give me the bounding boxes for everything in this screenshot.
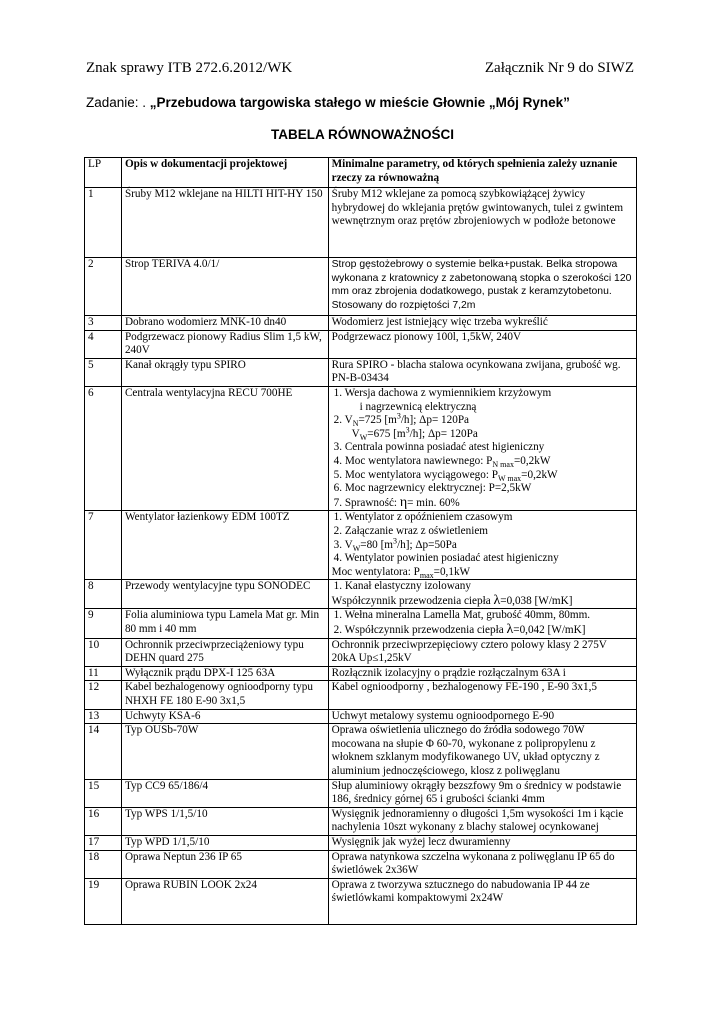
row-lp: 3	[85, 316, 122, 331]
row-parameters: Ochronnik przeciwprzepięciowy cztero polowy klasy 2 275V 20kA Up≤1,25kV	[328, 638, 636, 666]
row-parameters	[328, 386, 636, 510]
row-description: Śruby M12 wklejane na HILTI HIT-HY 150	[121, 188, 328, 258]
row-lp: 6	[85, 386, 122, 510]
param-item: 7. Sprawność: η= min. 60%	[333, 494, 460, 510]
row-description: Oprawa Neptun 236 IP 65	[121, 850, 328, 878]
table-row	[85, 666, 637, 681]
param-item-continuation: i nagrzewnicą elektryczną	[359, 400, 477, 413]
param-item-continuation: $V_W=675$ $[m^3/h]$; Δp= 120Pa	[351, 425, 478, 442]
row-parameters: Podgrzewacz pionowy 100l, 1,5kW, 240V	[328, 330, 636, 358]
param-note: Moc wentylatora: $P_{max}=0,1kW$	[331, 565, 471, 580]
table-row	[85, 709, 637, 724]
row-parameters: Rozłącznik izolacyjny o prądzie rozłączalnym 63A i	[328, 666, 636, 681]
table-row	[85, 638, 637, 666]
case-reference: Znak sprawy ITB 272.6.2012/WK	[86, 60, 293, 76]
task-title: „Przebudowa targowiska stałego w mieście Głownie „Mój Rynek”	[149, 95, 570, 110]
row-lp: 9	[85, 609, 122, 638]
row-parameters: Oprawa z tworzywa sztucznego do nabudowania IP 44 ze świetlówkami kompaktowymi 2x24W	[328, 878, 636, 924]
row-lp: 14	[85, 724, 122, 779]
table-header-row	[85, 158, 637, 188]
header-lp: LP	[85, 158, 122, 188]
param-item: 4. Wentylator powinien posiadać atest higieniczny	[333, 552, 559, 565]
row-parameters: Słup aluminiowy okrągły bezszfowy 9m o średnicy w podstawie 186, średnicy górnej 65 i grubości ścianki 4mm	[328, 779, 636, 807]
row-parameters	[328, 609, 636, 638]
row-lp: 15	[85, 779, 122, 807]
param-item: 2. Załączanie wraz z oświetleniem	[333, 524, 488, 537]
row-description: Typ WPD 1/1,5/10	[121, 835, 328, 850]
row-lp: 17	[85, 835, 122, 850]
table-row	[85, 835, 637, 850]
row-description: Wentylator łazienkowy EDM 100TZ	[121, 511, 328, 580]
param-item: 4. Moc wentylatora nawiewnego: $P_{N max}=0,2kW$	[333, 454, 551, 470]
task-line	[86, 95, 570, 110]
row-lp: 5	[85, 358, 122, 386]
row-lp: 1	[85, 188, 122, 258]
row-parameters: Uchwyt metalowy systemu ognioodpornego E-90	[328, 709, 636, 724]
row-parameters	[328, 511, 636, 580]
row-parameters: Oprawa natynkowa szczelna wykonana z poliwęglanu IP 65 do świetlówek 2x36W	[328, 850, 636, 878]
table-row	[85, 724, 637, 779]
row-parameters: Rura SPIRO - blacha stalowa ocynkowana zwijana, grubość wg. PN-B-03434	[328, 358, 636, 386]
task-prefix: Zadanie: .	[86, 95, 150, 110]
row-parameters	[328, 580, 636, 609]
table-row	[85, 681, 637, 709]
row-description: Uchwyty KSA-6	[121, 709, 328, 724]
row-description: Folia aluminiowa typu Lamela Mat gr. Min 80 mm i 40 mm	[121, 609, 328, 638]
row-description: Typ OUSb-70W	[121, 724, 328, 779]
row-parameters: Kabel ognioodporny , bezhalogenowy FE-190 , E-90 3x1,5	[328, 681, 636, 709]
param-item: 5. Moc wentylatora wyciągowego: $P_{W max}=0,2kW$	[333, 468, 558, 483]
header-parameters: Minimalne parametry, od których spełnienia zależy uznanie rzeczy za równoważną	[328, 158, 636, 188]
attachment-label: Załącznik Nr 9 do SIWZ	[484, 60, 634, 76]
param-item: 2. Współczynnik przewodzenia ciepła λ=0,042 [W/mK]	[333, 622, 586, 638]
param-item: 3. $V_W=80$ $[m^3/h]$; Δp=50Pa	[333, 535, 457, 553]
param-item: 1. Wentylator z opóźnieniem czasowym	[333, 511, 513, 524]
table-row	[85, 807, 637, 835]
table-row	[85, 386, 637, 510]
row-description: Typ CC9 65/186/4	[121, 779, 328, 807]
row-description: Kanał okrągły typu SPIRO	[121, 358, 328, 386]
row-lp: 16	[85, 807, 122, 835]
row-description: Wyłącznik prądu DPX-I 125 63A	[121, 666, 328, 681]
table-row	[85, 316, 637, 331]
param-note: Współczynnik przewodzenia ciepła λ=0,038 [W/mK]	[331, 592, 573, 608]
table-row	[85, 878, 637, 924]
row-parameters: Wodomierz jest istniejący więc trzeba wykreślić	[328, 316, 636, 331]
row-description: Centrala wentylacyjna RECU 700HE	[121, 386, 328, 510]
row-description: Dobrano wodomierz MNK-10 dn40	[121, 316, 328, 331]
row-description: Podgrzewacz pionowy Radius Slim 1,5 kW, 240V	[121, 330, 328, 358]
table-row	[85, 511, 637, 580]
row-lp: 18	[85, 850, 122, 878]
param-item: 1. Kanał elastyczny izolowany	[333, 580, 471, 593]
param-item: 3. Centrala powinna posiadać atest higieniczny	[333, 441, 545, 454]
row-parameters: Strop gęstożebrowy o systemie belka+pustak. Belka stropowa wykonana z kratownicy z zabetonowaną stopka o szerokości 120 mm oraz zbrojenia dodatkowego, pustak z keramzytobetonu. Stosowany do rozpiętości 7,2m	[328, 258, 636, 316]
row-description: Ochronnik przeciwprzeciążeniowy typu DEHN quard 275	[121, 638, 328, 666]
row-lp: 11	[85, 666, 122, 681]
row-description: Typ WPS 1/1,5/10	[121, 807, 328, 835]
header-description: Opis w dokumentacji projektowej	[121, 158, 328, 188]
row-description: Kabel bezhalogenowy ognioodporny typu NHXH FE 180 E-90 3x1,5	[121, 681, 328, 709]
table-row	[85, 779, 637, 807]
row-lp: 2	[85, 258, 122, 316]
table-row	[85, 188, 637, 258]
param-item: 1. Wersja dachowa z wymiennikiem krzyżowym	[333, 386, 552, 399]
table-row	[85, 330, 637, 358]
row-description: Strop TERIVA 4.0/1/	[121, 258, 328, 316]
row-description: Przewody wentylacyjne typu SONODEC	[121, 580, 328, 609]
table-title: TABELA RÓWNOWAŻNOŚCI	[271, 127, 454, 142]
row-lp: 10	[85, 638, 122, 666]
row-lp: 19	[85, 878, 122, 924]
row-parameters: Oprawa oświetlenia ulicznego do źródła sodowego 70W mocowana na słupie Φ 60-70, wykonane z polipropylenu z włoknem szklanym modyfikowanego UV, układ optyczny z aluminium jednoczęściowego, klosz z poliwęglanu	[328, 724, 636, 779]
table-row	[85, 358, 637, 386]
equivalence-table	[84, 157, 637, 925]
table-row	[85, 609, 637, 638]
row-lp: 12	[85, 681, 122, 709]
table-row	[85, 580, 637, 609]
row-lp: 7	[85, 511, 122, 580]
table-row	[85, 850, 637, 878]
param-item: 1. Wełna mineralna Lamella Mat, grubość 40mm, 80mm.	[333, 609, 591, 622]
row-parameters: Śruby M12 wklejane za pomocą szybkowiążącej żywicy hybrydowej do wklejania prętów gwintowanych, tulei z gwintem wewnętrznym oraz prętów zbrojeniowych w podłoże betonowe	[328, 188, 636, 258]
row-lp: 4	[85, 330, 122, 358]
param-item: 2. $V_N=725$ $[m^3/h]$; Δp= 120Pa	[333, 411, 470, 429]
param-item: 6. Moc nagrzewnicy elektrycznej: P=2,5kW	[333, 482, 532, 495]
row-parameters: Wysięgnik jak wyżej lecz dwuramienny	[328, 835, 636, 850]
row-lp: 8	[85, 580, 122, 609]
row-parameters: Wysięgnik jednoramienny o długości 1,5m wysokości 1m i kącie nachylenia 10szt wykonany z blachy stalowej ocynkowanej	[328, 807, 636, 835]
row-lp: 13	[85, 709, 122, 724]
row-description: Oprawa RUBIN LOOK 2x24	[121, 878, 328, 924]
table-row	[85, 258, 637, 316]
